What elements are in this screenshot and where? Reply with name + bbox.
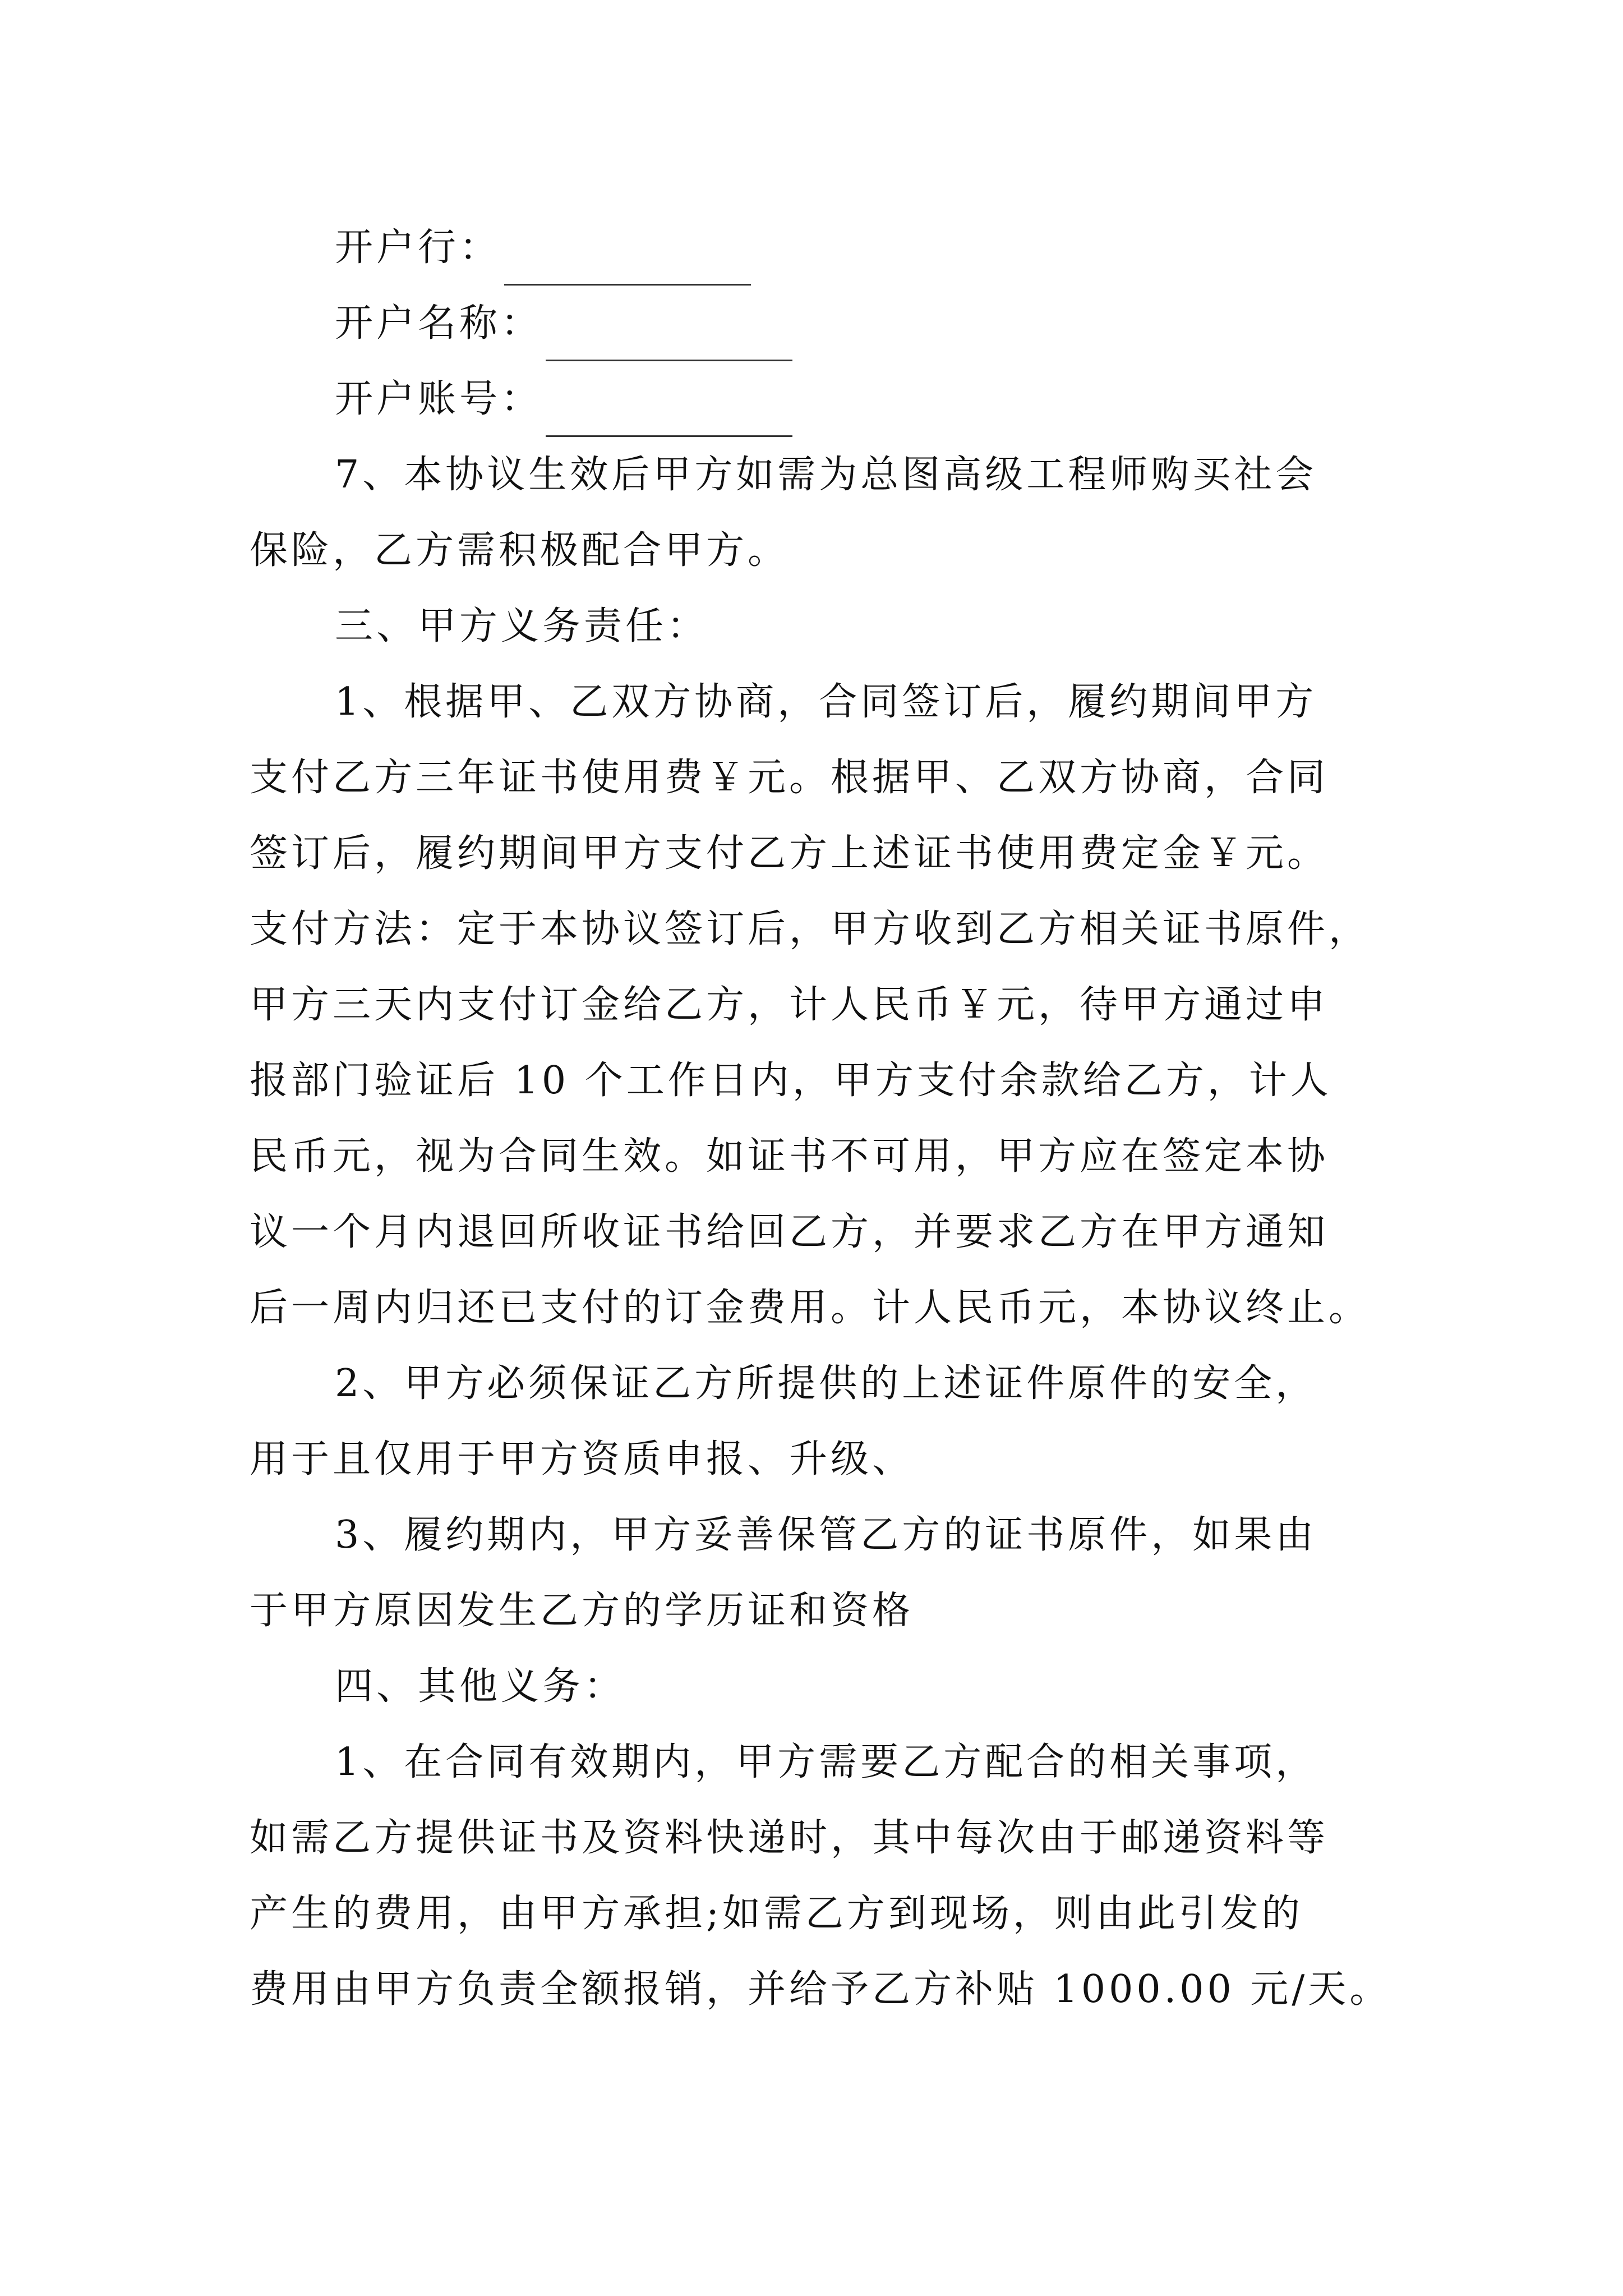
paragraph-line: 报部门验证后 10 个工作日内，甲方支付余款给乙方，计人 [250,1059,1332,1103]
paragraph-line: 7、本协议生效后甲方如需为总图高级工程师购买社会 [335,453,1317,497]
account-name-line [250,286,1388,361]
paragraph-line: 民币元，视为合同生效。如证书不可用，甲方应在签定本协 [250,1134,1329,1179]
paragraph-line: 甲方三天内支付订金给乙方，计人民币￥元，待甲方通过申 [250,983,1329,1027]
paragraph-line: 签订后，履约期间甲方支付乙方上述证书使用费定金￥元。 [250,831,1329,876]
account-number-line [250,361,1388,437]
paragraph-line: 后一周内归还已支付的订金费用。计人民币元，本协议终止。 [250,1286,1371,1330]
paragraph-line: 保险，乙方需积极配合甲方。 [250,528,790,573]
bank-label: 开户行： [335,226,501,270]
paragraph-line: 2、甲方必须保证乙方所提供的上述证件原件的安全， [335,1361,1317,1406]
paragraph-line: 1、根据甲、乙双方协商，合同签订后，履约期间甲方 [335,680,1317,724]
section-heading: 三、甲方义务责任： [335,604,709,648]
paragraph-line: 于甲方原因发生乙方的学历证和资格 [250,1589,914,1633]
account-number-label: 开户账号： [335,377,543,421]
paragraph-line: 支付方法：定于本协议签订后，甲方收到乙方相关证书原件， [250,907,1371,951]
account-name-label: 开户名称： [335,301,543,346]
paragraph-line: 产生的费用，由甲方承担;如需乙方到现场，则由此引发的 [250,1892,1303,1936]
paragraph-line: 议一个月内退回所收证书给回乙方，并要求乙方在甲方通知 [250,1210,1329,1254]
section-heading: 四、其他义务： [335,1664,626,1709]
paragraph-line: 1、在合同有效期内，甲方需要乙方配合的相关事项， [335,1740,1317,1784]
account-name-blank [546,312,792,361]
bank-line [250,210,1388,286]
account-number-blank [546,388,792,437]
paragraph-line: 如需乙方提供证书及资料快递时，其中每次由于邮递资料等 [250,1816,1329,1860]
paragraph-line: 支付乙方三年证书使用费￥元。根据甲、乙双方协商，合同 [250,756,1329,800]
bank-blank [504,237,751,286]
document-body [250,210,1391,2027]
paragraph-line: 用于且仅用于甲方资质申报、升级、 [250,1437,914,1481]
paragraph-line: 费用由甲方负责全额报销，并给予乙方补贴 1000.00 元/天。 [250,1967,1391,2012]
paragraph-line: 3、履约期内，甲方妥善保管乙方的证书原件，如果由 [335,1513,1317,1557]
